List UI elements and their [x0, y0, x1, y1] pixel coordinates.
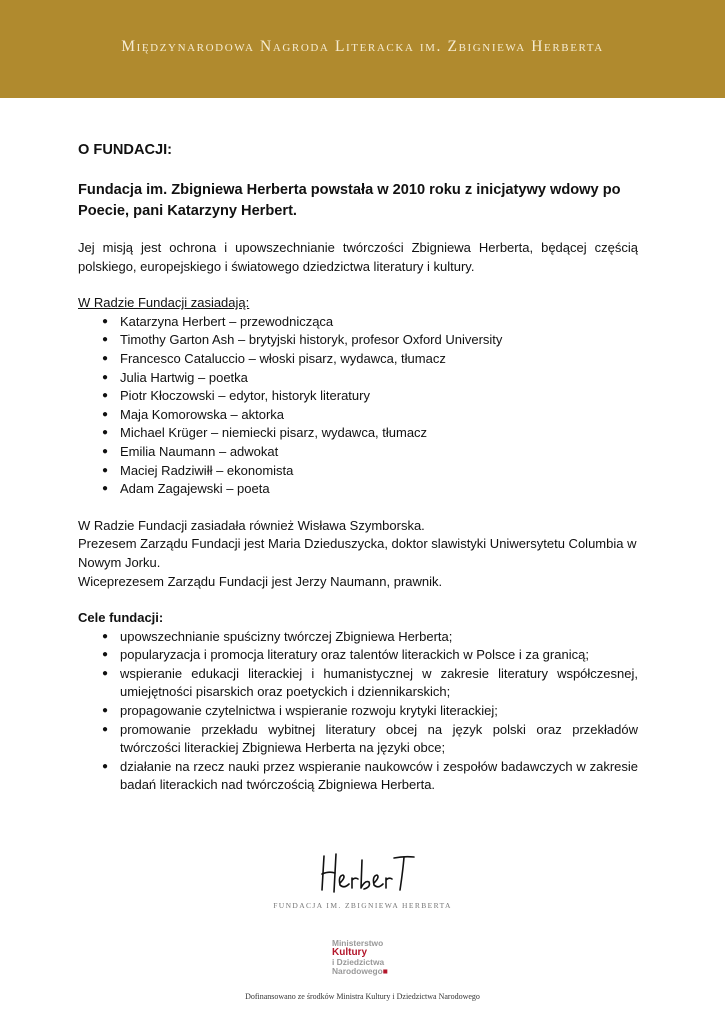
herbert-signature — [316, 850, 416, 900]
list-item: ● Julia Hartwig – poetka — [78, 369, 638, 388]
lead-paragraph: Fundacja im. Zbigniewa Herberta powstała w 2010 roku z inicjatywy wdowy po Poecie, pani Katarzyny Herbert. — [78, 182, 621, 219]
list-item: ● promowanie przekładu wybitnej literatury obcej na język polski oraz przekładów twórczości literackiej Zbigniewa Herberta na języki obce; — [78, 721, 638, 758]
goals-list — [78, 628, 638, 795]
info-line: W Radzie Fundacji zasiadała również Wisława Szymborska. — [78, 517, 425, 533]
funding-note: Dofinansowano ze środków Ministra Kultury i Dziedzictwa Narodowego — [245, 992, 480, 1001]
document-body — [78, 140, 638, 795]
info-line: Wiceprezesem Zarządu Fundacji jest Jerzy Naumann, prawnik. — [78, 573, 443, 589]
list-item: ● działanie na rzecz nauki przez wspieranie naukowców i zespołów badawczych w zakresie badań literackich nad twórczością Zbigniewa Herberta. — [78, 758, 638, 795]
list-item: ● popularyzacja i promocja literatury oraz talentów literackich w Polsce i za granicą; — [78, 646, 638, 665]
list-item: ● Piotr Kłoczowski – edytor, historyk literatury — [78, 387, 638, 406]
list-item: ● Emilia Naumann – adwokat — [78, 443, 638, 462]
board-list — [78, 313, 638, 499]
ministry-logo-dot-icon: ■ — [382, 966, 388, 976]
ministry-logo-line: i Dziedzictwa — [332, 957, 385, 967]
list-item: ● Katarzyna Herbert – przewodnicząca — [78, 313, 638, 332]
list-item: ● Maciej Radziwiłł – ekonomista — [78, 462, 638, 481]
ministry-logo-line: Kultury — [332, 947, 367, 958]
info-line: Prezesem Zarządu Fundacji jest Maria Dzieduszycka, doktor slawistyki Uniwersytetu Columbia w Nowym Jorku. — [78, 536, 637, 570]
foundation-caption: FUNDACJA IM. ZBIGNIEWA HERBERTA — [273, 901, 452, 910]
list-item: ● wspieranie edukacji literackiej i humanistycznej w zakresie literatury współczesnej, umiejętności pisarskich oraz poetyckich i dziennikarskich; — [78, 665, 638, 702]
goals-title: Cele fundacji: — [78, 610, 164, 626]
board-info — [78, 517, 638, 591]
mission-paragraph: Jej misją jest ochrona i upowszechnianie twórczości Zbigniewa Herberta, będącej częścią polskiego, europejskiego i światowego dziedzictwa literatury i kultury. — [78, 240, 638, 274]
list-item: ● propagowanie czytelnictwa i wspieranie rozwoju krytyki literackiej; — [78, 702, 638, 721]
ministry-logo — [332, 939, 388, 976]
ministry-logo-line: Ministerstwo — [332, 938, 384, 948]
list-item: ● upowszechnianie spuścizny twórczej Zbigniewa Herberta; — [78, 628, 638, 647]
board-title: W Radzie Fundacji zasiadają: — [78, 295, 250, 311]
header-banner — [0, 0, 725, 98]
list-item: ● Adam Zagajewski – poeta — [78, 480, 638, 499]
section-title: O FUNDACJI: — [78, 142, 173, 158]
list-item: ● Michael Krüger – niemiecki pisarz, wydawca, tłumacz — [78, 424, 638, 443]
ministry-logo-last-line: Narodowego — [332, 966, 383, 976]
list-item: ● Francesco Cataluccio – włoski pisarz, wydawca, tłumacz — [78, 350, 638, 369]
ministry-logo-line — [332, 967, 388, 976]
header-title: Międzynarodowa Nagroda Literacka im. Zbigniewa Herberta — [121, 38, 604, 55]
list-item: ● Maja Komorowska – aktorka — [78, 406, 638, 425]
list-item: ● Timothy Garton Ash – brytyjski historyk, profesor Oxford University — [78, 331, 638, 350]
